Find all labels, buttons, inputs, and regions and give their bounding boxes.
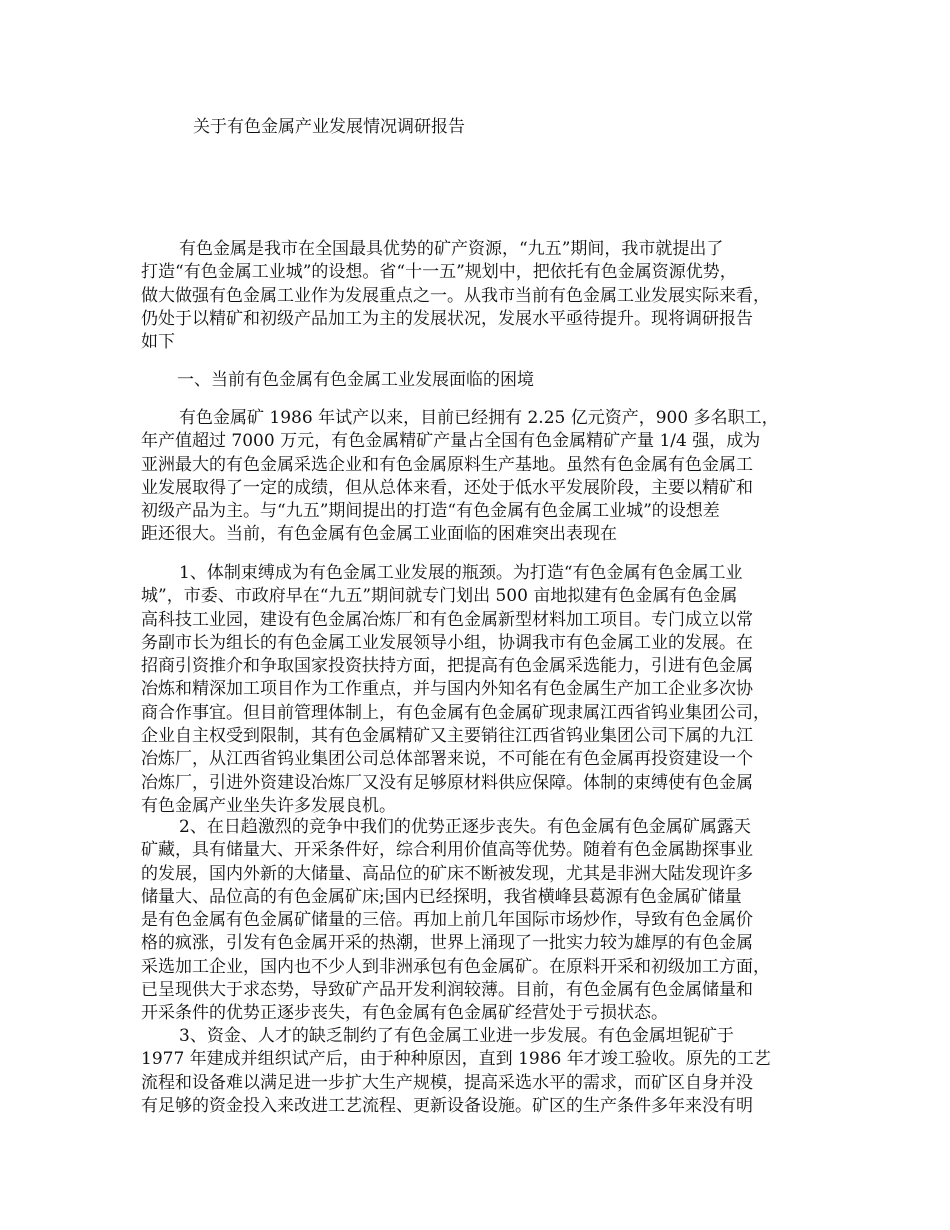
text-line: 亚洲最大的有色金属采选企业和有色金属原料生产基地。虽然有色金属有色金属工 [141,454,753,475]
text-line: 初级产品为主。与“九五”期间提出的打造“有色金属有色金属工业城”的设想差 [141,501,720,522]
text-line: 格的疯涨，引发有色金属开采的热潮，世界上涌现了一批实力较为雄厚的有色金属 [141,933,753,954]
text-line: 1、体制束缚成为有色金属工业发展的瓶颈。为打造“有色金属有色金属工业 [179,563,743,583]
text-line: 流程和设备难以满足进一步扩大生产规模，提高采选水平的需求，而矿区自身并没 [141,1072,753,1093]
text-line: 冶炼厂，引进外资建设冶炼厂又没有足够原材料供应保障。体制的束缚使有色金属 [141,772,753,793]
paragraph-4 [141,1025,821,1118]
text-line: 1977 年建成并组织试产后，由于种种原因，直到 1986 年才竣工验收。原先的工艺 [141,1049,771,1070]
section-heading [141,369,821,392]
text-line: 2、在日趋激烈的竞争中我们的优势正逐步丧失。有色金属有色金属矿属露天 [179,817,751,837]
paragraph-1 [141,407,821,547]
intro-paragraph [141,238,821,354]
text-line: 开采条件的优势正逐步丧失，有色金属有色金属矿经营处于亏损状态。 [141,1003,668,1024]
text-line: 商合作事宜。但目前管理体制上，有色金属有色金属矿现隶属江西省钨业集团公司， [141,702,770,723]
text-line: 业发展取得了一定的成绩，但从总体来看，还处于低水平发展阶段，主要以精矿和 [141,477,753,498]
text-line: 有色金属矿 1986 年试产以来，目前已经拥有 2.25 亿元资产，900 多名职工， [179,408,779,428]
text-line: 已呈现供大于求态势，导致矿产品开发利润较薄。目前，有色金属有色金属储量和 [141,980,753,1001]
text-line: 招商引资推介和争取国家投资扶持方面，把提高有色金属采选能力，引进有色金属 [141,656,753,677]
text-line: 矿藏，具有储量大、开采条件好，综合利用价值高等优势。随着有色金属勘探事业 [141,840,753,861]
text-line: 有足够的资金投入来改进工艺流程、更新设备设施。矿区的生产条件多年来没有明 [141,1095,753,1116]
text-line: 做大做强有色金属工业作为发展重点之一。从我市当前有色金属工业发展实际来看， [141,285,770,306]
paragraph-3 [141,816,821,1026]
text-line: 采选加工企业，国内也不少人到非洲承包有色金属矿。在原料开采和初级加工方面， [141,956,770,977]
text-line: 仍处于以精矿和初级产品加工为主的发展状况，发展水平亟待提升。现将调研报告 [141,308,753,329]
document-title: 关于有色金属产业发展情况调研报告 [193,117,465,137]
text-line: 务副市长为组长的有色金属工业发展领导小组，协调我市有色金属工业的发展。在 [141,632,753,653]
text-line: 是有色金属有色金属矿储量的三倍。再加上前几年国际市场炒作，导致有色金属价 [141,910,753,931]
paragraph-2 [141,562,821,818]
text-line: 有色金属产业坐失许多发展良机。 [141,795,396,816]
text-line: 高科技工业园，建设有色金属冶炼厂和有色金属新型材料加工项目。专门成立以常 [141,609,753,630]
text-line: 储量大、品位高的有色金属矿床;国内已经探明，我省横峰县葛源有色金属矿储量 [141,886,742,907]
text-line: 城”，市委、市政府早在“九五”期间就专门划出 500 亩地拟建有色金属有色金属 [141,586,738,607]
text-line: 距还很大。当前，有色金属有色金属工业面临的困难突出表现在 [141,524,617,545]
text-line: 冶炼厂，从江西省钨业集团公司总体部署来说，不可能在有色金属再投资建设一个 [141,749,753,770]
text-line: 打造“有色金属工业城”的设想。省“十一五”规划中，把依托有色金属资源优势， [141,262,737,283]
text-line: 的发展，国内外新的大储量、高品位的矿床不断被发现，尤其是非洲大陆发现许多 [141,863,753,884]
text-line: 有色金属是我市在全国最具优势的矿产资源，“九五”期间，我市就提出了 [179,239,724,259]
text-line: 3、资金、人才的缺乏制约了有色金属工业进一步发展。有色金属坦铌矿于 [179,1026,734,1046]
text-line: 冶炼和精深加工项目作为工作重点，并与国内外知名有色金属生产加工企业多次协 [141,679,753,700]
text-line: 如下 [141,332,175,353]
section1-heading: 一、当前有色金属有色金属工业发展面临的困境 [177,370,534,390]
text-line: 年产值超过 7000 万元，有色金属精矿产量占全国有色金属精矿产量 1/4 强，成为 [141,431,761,452]
text-line: 企业自主权受到限制，其有色金属精矿又主要销往江西省钨业集团公司下属的九江 [141,726,753,747]
